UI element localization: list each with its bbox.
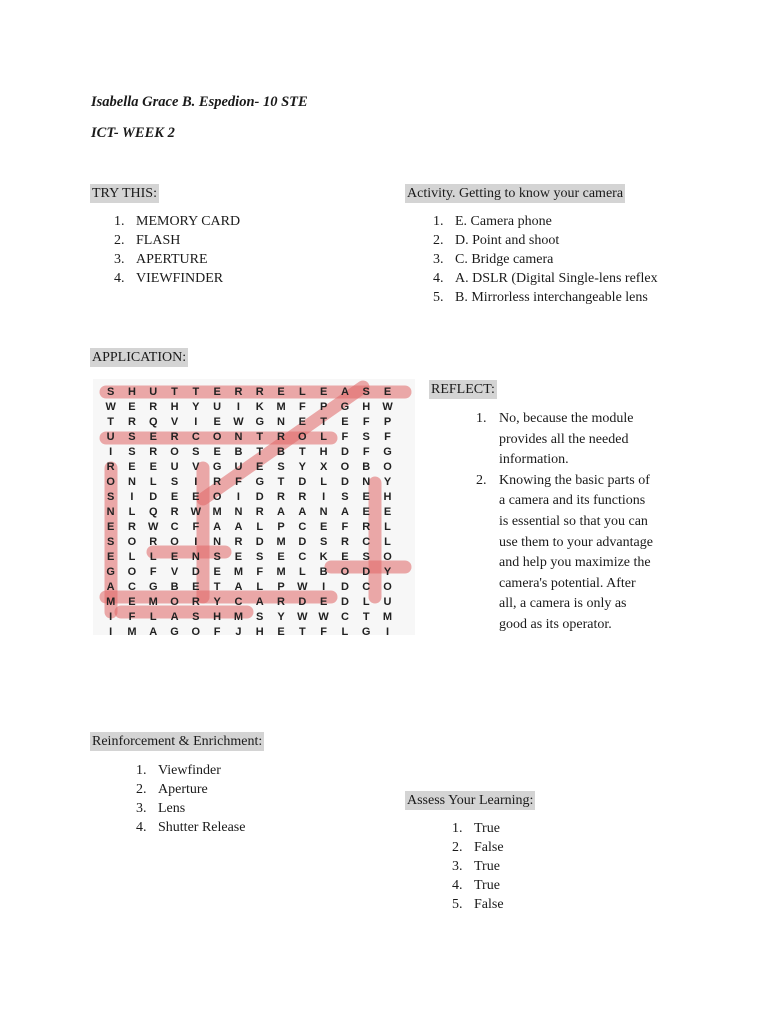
word-search-letter: U — [383, 596, 392, 608]
word-search-letter: E — [128, 401, 136, 413]
word-search-letter: C — [362, 581, 371, 593]
word-search-letter: R — [277, 596, 285, 608]
word-search-letter: E — [341, 551, 349, 563]
list-item: 4. Shutter Release — [136, 820, 246, 835]
word-search-letter: N — [362, 476, 371, 488]
list-item: 1. No, because the module provides all the needed information. — [476, 411, 634, 468]
word-search-letter: L — [256, 521, 264, 533]
word-search-letter: A — [277, 506, 285, 518]
word-search-letter: W — [233, 416, 244, 428]
word-search-letter: W — [148, 521, 159, 533]
word-search-letter: S — [277, 461, 285, 473]
activity-list — [433, 212, 658, 307]
word-search-letter: B — [170, 581, 179, 593]
word-search-letter: C — [191, 431, 200, 443]
word-search-letter: M — [233, 611, 244, 623]
word-search-letter: I — [236, 491, 240, 503]
word-search-letter: H — [383, 491, 392, 503]
word-search-row — [100, 520, 398, 535]
word-search-letter: L — [362, 596, 370, 608]
word-search-letter: T — [256, 431, 264, 443]
word-search-letter: K — [255, 401, 264, 413]
word-search-letter: S — [128, 446, 136, 458]
word-search-letter: E — [362, 506, 370, 518]
word-search-row — [100, 430, 398, 445]
word-search-letter: P — [277, 581, 285, 593]
word-search-letter: T — [298, 626, 306, 638]
word-search-letter: G — [361, 626, 371, 638]
word-search-letter: O — [212, 431, 222, 443]
word-search-letter: E — [170, 551, 179, 563]
word-search-letter: G — [340, 401, 350, 413]
word-search-letter: R — [170, 506, 179, 518]
word-search-letter: I — [194, 476, 198, 488]
word-search-letter: I — [322, 491, 326, 503]
word-search-letter: T — [362, 611, 370, 623]
word-search-row — [100, 400, 398, 415]
list-item: 2. Knowing the basic parts of a camera and its functions is essential so that you can use them to your advantage and help you maximize the camera's potential. After all, a camera is only as good as its operator. — [476, 472, 653, 632]
word-search-letter: E — [213, 446, 221, 458]
word-search-letter: X — [319, 461, 328, 473]
word-search-letter: S — [192, 611, 200, 623]
word-search-letter: W — [318, 611, 329, 623]
word-search-letter: M — [276, 401, 286, 413]
word-search-letter: Y — [383, 476, 392, 488]
word-search-letter: F — [362, 416, 370, 428]
word-search-letter: I — [236, 401, 240, 413]
list-item: 3. True — [452, 859, 500, 874]
list-item: 2. D. Point and shoot — [433, 233, 560, 248]
word-search-letter: B — [319, 566, 328, 578]
word-search-letter: L — [256, 581, 264, 593]
word-search-letter: S — [341, 491, 349, 503]
word-search-letter: L — [320, 431, 327, 443]
word-search-letter: O — [191, 626, 201, 638]
word-search-letter: E — [192, 581, 200, 593]
word-search-letter: L — [341, 626, 349, 638]
word-search-letter: O — [170, 446, 179, 458]
word-search-letter: P — [383, 416, 392, 428]
word-search-letter: R — [277, 491, 285, 503]
word-search-letter: A — [234, 521, 243, 533]
list-item: 1. True — [452, 821, 500, 836]
word-search-letter: A — [213, 521, 222, 533]
word-search-row — [100, 535, 398, 550]
word-search-letter: R — [234, 536, 243, 548]
word-search-row — [100, 595, 398, 610]
word-search-letter: O — [383, 581, 392, 593]
word-search-letter: S — [362, 386, 370, 398]
word-search-puzzle — [93, 379, 415, 638]
word-search-letter: M — [276, 566, 286, 578]
word-search-letter: D — [340, 446, 349, 458]
word-search-letter: E — [106, 551, 115, 563]
try-this-list — [114, 212, 240, 288]
word-search-letter: Y — [383, 566, 392, 578]
word-search-row — [100, 415, 398, 430]
word-search-letter: L — [149, 476, 157, 488]
word-search-letter: R — [255, 386, 264, 398]
list-item: 5. False — [452, 897, 504, 912]
word-search-letter: T — [171, 386, 178, 398]
word-search-letter: D — [362, 566, 371, 578]
word-search-letter: S — [128, 431, 136, 443]
word-search-letter: J — [235, 626, 242, 638]
word-search-letter: E — [213, 386, 221, 398]
word-search-letter: H — [127, 386, 136, 398]
word-search-letter: L — [384, 536, 391, 548]
word-search-letter: E — [106, 521, 115, 533]
word-search-letter: M — [382, 611, 393, 623]
word-search-letter: D — [255, 536, 264, 548]
word-search-letter: C — [298, 551, 307, 563]
word-search-letter: E — [256, 461, 264, 473]
word-search-letter: U — [170, 461, 179, 473]
word-search-letter: A — [255, 596, 264, 608]
word-search-letter: S — [192, 446, 200, 458]
word-search-letter: T — [213, 581, 221, 593]
word-search-letter: F — [192, 521, 200, 533]
word-search-letter: S — [170, 476, 179, 488]
word-search-letter: I — [130, 491, 134, 503]
word-search-letter: F — [235, 476, 242, 488]
word-search-letter: R — [149, 446, 158, 458]
assess-section — [405, 791, 535, 810]
word-search-letter: D — [340, 581, 349, 593]
word-search-letter: S — [362, 551, 370, 563]
word-search-letter: U — [234, 461, 243, 473]
word-search-letter: D — [255, 491, 264, 503]
word-search-letter: G — [255, 416, 264, 428]
word-search-letter: O — [170, 536, 179, 548]
word-search-letter: D — [191, 566, 200, 578]
word-search-letter: C — [298, 521, 307, 533]
word-search-letter: Q — [148, 416, 158, 428]
word-search-letter: E — [277, 386, 285, 398]
word-search-letter: E — [277, 551, 285, 563]
try-this-title: TRY THIS: — [92, 186, 157, 201]
word-search-row — [100, 580, 398, 595]
word-search-letter: E — [362, 491, 370, 503]
word-search-letter: I — [109, 611, 113, 623]
word-search-letter: Y — [213, 596, 221, 608]
list-item: 5. B. Mirrorless interchangeable lens — [433, 290, 648, 305]
word-search-letter: D — [298, 536, 307, 548]
word-search-letter: U — [106, 431, 115, 443]
word-search-letter: N — [213, 536, 222, 548]
word-search-letter: T — [298, 446, 306, 458]
word-search-letter: C — [127, 581, 136, 593]
word-search-letter: T — [192, 386, 200, 398]
word-search-letter: R — [298, 491, 307, 503]
word-search-letter: G — [383, 446, 392, 458]
word-search-letter: N — [319, 506, 328, 518]
word-search-letter: I — [109, 626, 113, 638]
try-this-section — [90, 184, 159, 203]
word-search-letter: T — [277, 476, 285, 488]
word-search-letter: G — [106, 566, 115, 578]
word-search-letter: F — [341, 521, 349, 533]
word-search-letter: E — [319, 386, 328, 398]
word-search-letter: L — [298, 386, 306, 398]
word-search-letter: W — [190, 506, 202, 518]
student-name: Isabella Grace B. Espedion- 10 STE — [91, 94, 308, 110]
word-search-letter: N — [106, 506, 115, 518]
word-search-letter: F — [256, 566, 264, 578]
word-search-row — [100, 610, 398, 625]
reflect-title: REFLECT: — [431, 382, 495, 397]
word-search-letter: M — [127, 626, 137, 638]
word-search-letter: E — [149, 461, 157, 473]
word-search-letter: T — [256, 446, 264, 458]
word-search-letter: Y — [277, 611, 285, 623]
word-search-letter: L — [128, 506, 136, 518]
word-search-letter: F — [320, 626, 327, 638]
word-search-letter: O — [106, 476, 115, 488]
word-search-letter: M — [276, 536, 286, 548]
word-search-letter: R — [170, 431, 179, 443]
word-search-letter: S — [106, 386, 115, 398]
word-search-letter: N — [234, 431, 243, 443]
word-search-letter: B — [362, 461, 371, 473]
word-search-letter: W — [297, 581, 308, 593]
word-search-letter: W — [105, 401, 116, 413]
word-search-letter: R — [127, 521, 136, 533]
word-search-letter: T — [107, 416, 115, 428]
word-search-letter: G — [212, 461, 222, 473]
list-item: 4. VIEWFINDER — [114, 271, 224, 286]
list-item: 4. A. DSLR (Digital Single-lens reflex — [433, 271, 658, 286]
word-search-letter: D — [298, 596, 307, 608]
word-search-letter: L — [149, 551, 157, 563]
word-search-letter: O — [170, 596, 179, 608]
word-search-letter: E — [213, 566, 221, 578]
word-search-letter: C — [340, 611, 349, 623]
list-item: 2. Aperture — [136, 782, 208, 797]
word-search-letter: P — [277, 521, 285, 533]
word-search-letter: C — [170, 521, 179, 533]
word-search-letter: D — [340, 476, 349, 488]
word-search-letter: D — [149, 491, 158, 503]
word-search-letter: C — [234, 596, 243, 608]
word-search-letter: E — [213, 416, 221, 428]
word-search-letter: R — [255, 506, 264, 518]
word-search-letter: E — [149, 431, 157, 443]
word-search-letter: F — [149, 566, 157, 578]
word-search-letter: T — [320, 416, 327, 428]
word-search-row — [100, 475, 398, 490]
word-search-letter: E — [234, 551, 243, 563]
word-search-letter: N — [277, 416, 285, 428]
list-item: 4. True — [452, 878, 500, 893]
list-item: 3. APERTURE — [114, 252, 208, 267]
list-item: 2. FLASH — [114, 233, 181, 248]
word-search-letter: O — [383, 461, 392, 473]
word-search-letter: N — [234, 506, 243, 518]
list-item: 1. MEMORY CARD — [114, 214, 241, 229]
word-search-letter: N — [127, 476, 136, 488]
word-search-letter: E — [170, 491, 179, 503]
word-search-letter: M — [148, 596, 158, 608]
word-search-letter: R — [127, 416, 136, 428]
reinforcement-section — [90, 732, 264, 751]
reflect-section — [429, 380, 497, 399]
word-search-letter: E — [341, 416, 349, 428]
word-search-letter: S — [362, 431, 370, 443]
word-search-letter: O — [212, 491, 222, 503]
word-search-letter: E — [383, 386, 392, 398]
word-search-letter: M — [212, 506, 222, 518]
subject-week: ICT- WEEK 2 — [91, 125, 175, 141]
word-search-letter: F — [341, 431, 349, 443]
word-search-letter: I — [322, 581, 326, 593]
word-search-letter: W — [382, 401, 393, 413]
list-item: 1. Viewfinder — [136, 763, 221, 778]
activity-title: Activity. Getting to know your camera — [407, 186, 624, 201]
word-search-letter: Y — [298, 461, 306, 473]
word-search-letter: W — [297, 611, 308, 623]
word-search-letter: C — [362, 536, 371, 548]
word-search-letter: R — [340, 536, 349, 548]
word-search-letter: E — [319, 596, 328, 608]
word-search-letter: D — [298, 476, 307, 488]
word-search-letter: H — [255, 626, 264, 638]
list-item: 1. E. Camera phone — [433, 214, 552, 229]
word-search-letter: L — [320, 476, 327, 488]
word-search-letter: K — [319, 551, 328, 563]
word-search-letter: R — [149, 401, 158, 413]
word-search-letter: R — [191, 596, 200, 608]
word-search-letter: G — [170, 626, 179, 638]
application-section — [90, 348, 188, 367]
word-search-letter: R — [234, 386, 243, 398]
word-search-letter: O — [298, 431, 307, 443]
word-search-letter: E — [319, 521, 328, 533]
word-search-letter: O — [127, 566, 137, 578]
word-search-letter: Y — [192, 401, 200, 413]
word-search-letter: S — [256, 551, 264, 563]
list-item: 3. C. Bridge camera — [433, 252, 554, 267]
word-search-letter: I — [194, 536, 198, 548]
assess-list — [452, 819, 504, 914]
word-search-letter: V — [170, 566, 179, 578]
word-search-row — [100, 460, 398, 475]
word-search-letter: R — [213, 476, 222, 488]
word-search-letter: V — [170, 416, 179, 428]
word-search-letter: B — [277, 446, 285, 458]
word-search-letter: I — [385, 626, 390, 638]
reinforcement-list — [136, 761, 245, 837]
word-search-letter: A — [170, 611, 179, 623]
reflect-list — [476, 409, 653, 636]
word-search-letter: A — [149, 626, 158, 638]
word-search-letter: O — [383, 551, 392, 563]
word-search-row — [100, 505, 398, 520]
word-search-letter: I — [194, 416, 198, 428]
activity-section — [405, 184, 625, 203]
word-search-letter: R — [362, 521, 371, 533]
word-search-row — [100, 550, 398, 565]
word-search-row — [100, 625, 398, 640]
word-search-letter: U — [213, 401, 222, 413]
list-item: 3. Lens — [136, 801, 186, 816]
word-search-letter: E — [192, 491, 200, 503]
word-search-letter: R — [106, 461, 115, 473]
word-search-letter: U — [149, 386, 158, 398]
word-search-letter: B — [234, 446, 243, 458]
word-search-letter: O — [340, 461, 350, 473]
word-search-letter: V — [192, 461, 200, 473]
word-search-letter: F — [298, 401, 306, 413]
word-search-letter: H — [362, 401, 371, 413]
word-search-letter: D — [340, 596, 349, 608]
word-search-letter: L — [128, 551, 136, 563]
word-search-letter: S — [256, 611, 264, 623]
word-search-letter: E — [298, 416, 306, 428]
word-search-letter: F — [213, 626, 221, 638]
word-search-letter: A — [340, 386, 349, 398]
word-search-letter: M — [233, 566, 244, 578]
word-search-letter: E — [277, 626, 285, 638]
word-search-letter: O — [340, 566, 350, 578]
word-search-letter: H — [213, 611, 222, 623]
application-title: APPLICATION: — [92, 350, 187, 365]
word-search-letter: A — [298, 506, 307, 518]
list-item: 2. False — [452, 840, 504, 855]
word-search-letter: P — [319, 401, 328, 413]
word-search-letter: S — [319, 536, 328, 548]
word-search-letter: E — [128, 596, 136, 608]
word-search-letter: G — [255, 476, 264, 488]
word-search-letter: S — [106, 491, 115, 503]
word-search-letter: A — [340, 506, 349, 518]
word-search-letter: E — [128, 461, 136, 473]
word-search-letter: G — [148, 581, 158, 593]
word-search-letter: O — [127, 536, 137, 548]
reinforcement-title: Reinforcement & Enrichment: — [92, 734, 263, 749]
word-search-letter: F — [362, 446, 370, 458]
word-search-letter: F — [128, 611, 136, 623]
word-search-letter: E — [383, 506, 392, 518]
word-search-letter: R — [149, 536, 158, 548]
word-search-letter: L — [149, 611, 157, 623]
word-search-letter: S — [106, 536, 115, 548]
word-search-row — [100, 565, 398, 580]
word-search-letter: I — [109, 446, 113, 458]
assess-title: Assess Your Learning: — [407, 793, 534, 808]
word-search-letter: H — [319, 446, 328, 458]
word-search-letter: A — [106, 581, 115, 593]
word-search-letter: N — [191, 551, 200, 563]
word-search-letter: L — [384, 521, 391, 533]
word-search-row — [100, 490, 398, 505]
word-search-letter: F — [384, 431, 391, 443]
word-search-letter: A — [234, 581, 243, 593]
word-search-row — [100, 385, 398, 400]
word-search-letter: L — [298, 566, 306, 578]
word-search-row — [100, 445, 398, 460]
word-search-letter: M — [106, 596, 116, 608]
word-search-letter: S — [213, 551, 221, 563]
word-search-letter: Q — [148, 506, 158, 518]
word-search-letter: R — [277, 431, 285, 443]
word-search-letter: H — [170, 401, 179, 413]
